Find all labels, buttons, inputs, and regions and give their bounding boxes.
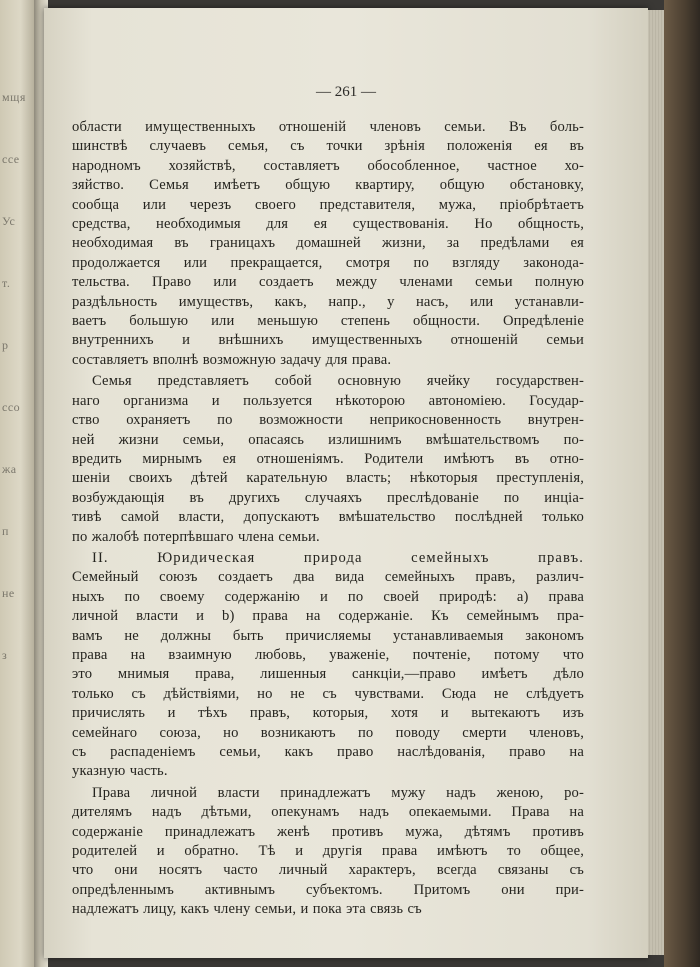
text-line: причислять и тѣхъ правъ, которыя, хотя и вытекаютъ изъ — [72, 705, 584, 722]
paragraph — [72, 549, 584, 782]
text-line: содержаніе принадлежатъ женѣ противъ мужа, дѣтямъ противъ — [72, 823, 584, 840]
left-page-fragment: мщя — [2, 90, 26, 104]
text-line: области имущественныхъ отношеній членовъ семьи. Въ боль- — [72, 119, 584, 135]
paragraph — [72, 784, 584, 920]
text-line: раздѣльность имуществъ, какъ, напр., у насъ, или устанавли- — [72, 293, 584, 310]
text-line: ство охраняетъ по возможности неприкосновенность внутрен- — [72, 412, 584, 429]
left-page-fragment: не — [2, 586, 15, 600]
left-page-fragment: Ус — [2, 214, 16, 228]
text-line: семейнаго союза, но возникаютъ по поводу смерти членовъ, — [72, 724, 584, 741]
text-line: вредить мирнымъ ея отношеніямъ. Родители имѣютъ въ отно- — [72, 450, 584, 467]
left-page-fragment: п — [2, 524, 9, 538]
body-text — [72, 118, 584, 922]
left-page-fragment: ссо — [2, 400, 21, 414]
book-cover — [664, 0, 700, 967]
text-line: шеніи своихъ дѣтей карательную власть; нѣкоторыя преступленія, — [72, 470, 584, 487]
book-page — [44, 8, 648, 958]
text-line: необходимая въ границахъ домашней жизни, за предѣлами ея — [72, 235, 584, 252]
page-edges — [648, 10, 664, 955]
text-line: Права личной власти принадлежатъ мужу надъ женою, ро- — [92, 784, 584, 801]
text-line: возбуждающія въ другихъ случаяхъ преслѣдованіе по инціа- — [72, 489, 584, 506]
paragraph — [72, 118, 584, 370]
text-line: Семья представляетъ собой основную ячейку государствен- — [92, 373, 584, 390]
text-line: народномъ хозяйствѣ, составляетъ обособленное, частное хо- — [72, 157, 584, 174]
text-line: шинствѣ случаевъ семья, съ точки зрѣнія положенія ея въ — [72, 138, 584, 155]
text-line: тивѣ самой власти, допускаютъ вмѣшательство послѣдней только — [72, 509, 584, 526]
text-line: надлежатъ лицу, какъ члену семьи, и пока эта связь съ — [72, 901, 422, 918]
text-line: ваетъ большую или меньшую степень общности. Опредѣленіе — [72, 313, 584, 330]
paragraph — [72, 372, 584, 547]
left-page-fragment: ссе — [2, 152, 20, 166]
text-line: внутреннихъ и внѣшнихъ имущественныхъ отношеній семьи — [72, 332, 584, 349]
text-line: дителямъ надъ дѣтьми, опекунамъ надъ опекаемыми. Права на — [72, 804, 584, 821]
text-line: личной власти и b) права на содержаніе. Къ семейнымъ пра- — [72, 608, 584, 625]
text-line: Семейный союзъ создаетъ два вида семейныхъ правъ, различ- — [72, 569, 584, 586]
text-line: вамъ не должны быть причисляемы устанавливаемыя закономъ — [72, 627, 584, 644]
text-line: тельства. Право или создаетъ между членами семьи полную — [72, 274, 584, 291]
text-line: по жалобѣ потерпѣвшаго члена семьи. — [72, 528, 320, 545]
text-line: только съ дѣйствіями, но не съ чувствами. Сюда не слѣдуетъ — [72, 685, 584, 702]
text-line: указную часть. — [72, 763, 168, 780]
left-page-fragment: з — [2, 648, 8, 662]
text-line: продолжается или прекращается, смотря по взгляду законода- — [72, 254, 584, 271]
text-line: составляетъ вполнѣ возможную задачу для права. — [72, 351, 392, 368]
section-heading: II. Юридическая природа семейныхъ правъ. — [92, 549, 584, 566]
text-line: зяйство. Семья имѣетъ общую квартиру, общую обстановку, — [72, 177, 584, 194]
text-line: что они носятъ часто личный характеръ, всегда связаны съ — [72, 862, 584, 879]
text-line: права на взаимную любовь, уваженіе, почтеніе, потому что — [72, 646, 584, 663]
adjacent-left-page — [0, 0, 34, 967]
text-line: съ распаденіемъ семьи, какъ право наслѣдованія, право на — [72, 744, 584, 760]
text-line: сообща или черезъ своего представителя, мужа, пріобрѣтаетъ — [72, 196, 584, 213]
text-line: это мнимыя права, лишенныя санкціи,—право имѣетъ дѣло — [72, 666, 584, 683]
text-line: наго организма и пользуется нѣкоторою автономіею. Государ- — [72, 392, 584, 409]
text-line: родителей и обратно. Тѣ и другія права имѣютъ то общее, — [72, 843, 584, 860]
left-page-fragment: т. — [2, 276, 11, 290]
left-page-fragment: жа — [2, 462, 17, 476]
text-line: средства, необходимыя для ея существованія. Но общность, — [72, 216, 584, 233]
text-line: ней жизни семьи, опасаясь излишнимъ вмѣшательствомъ по- — [72, 431, 584, 448]
page-number: — 261 — — [316, 84, 376, 100]
left-page-fragment: р — [2, 338, 9, 352]
text-line: ныхъ по своему содержанію и по своей природѣ: а) права — [72, 588, 584, 605]
text-line: опредѣленнымъ активнымъ субъектомъ. Притомъ они при- — [72, 881, 584, 898]
